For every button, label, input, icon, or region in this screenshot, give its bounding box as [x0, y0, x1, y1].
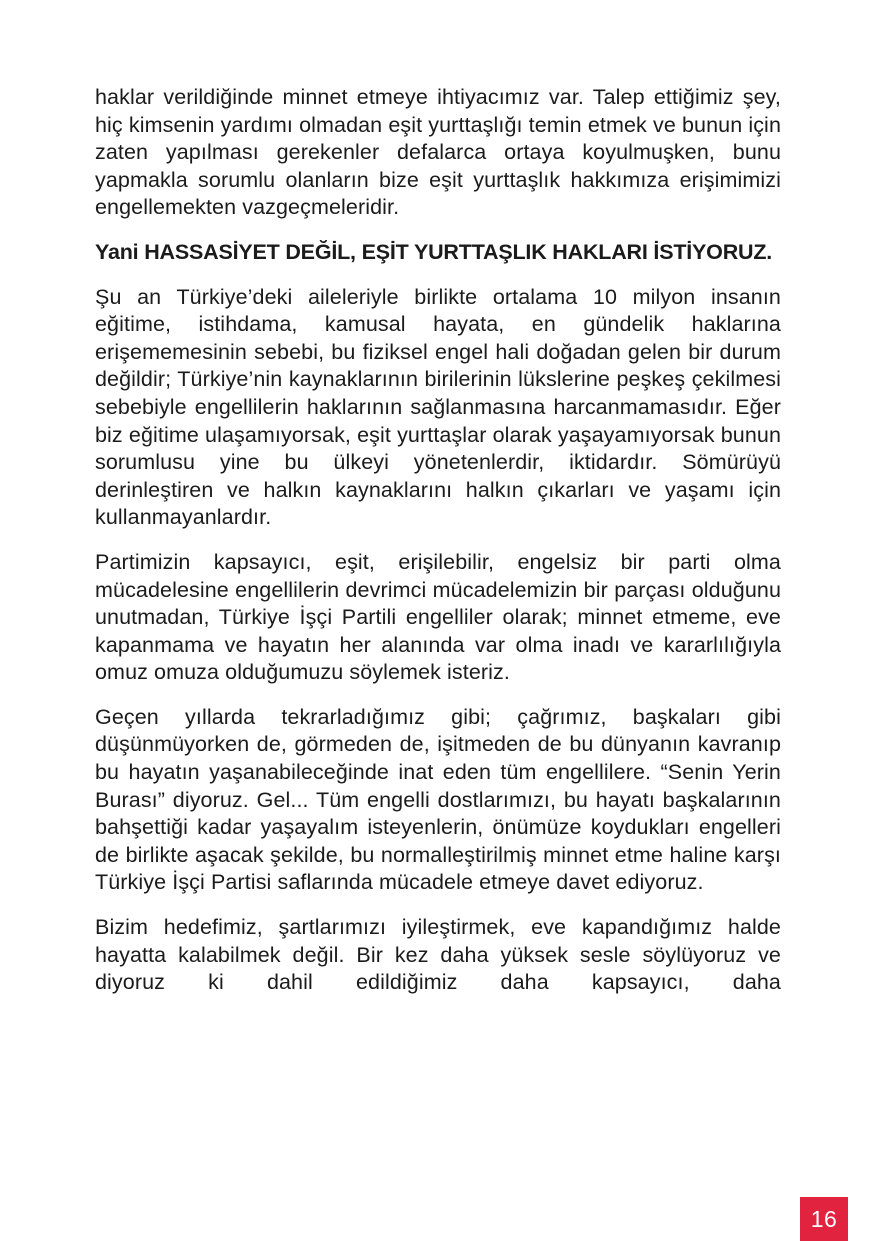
paragraph-turkiye-engelliler: Şu an Türkiye’deki aileleriyle birlikte ortalama 10 milyon insanın eğitime, istihdama, kamusal hayata, en gündelik haklarına erişememesinin sebebi, bu fiziksel engel hali doğadan gelen bir durum değildir; Türkiye’nin kaynaklarının birilerinin lükslerine peşkeş çekilmesi sebebiyle engellilerin haklarının sağlanmasına harcanmamasıdır. Eğer biz eğitime ulaşamıyorsak, eşit yurttaşlar olarak yaşayamıyorsak bunun sorumlusu yine bu ülkeyi yönetenlerdir, iktidardır. Sömürüyü derinleştiren ve halkın kaynaklarını halkın çıkarları ve yaşamı için kullanmayanlardır. — [95, 284, 781, 530]
paragraph-hedefimiz: Bizim hedefimiz, şartlarımızı iyileştirmek, eve kapandığımız halde hayatta kalabilmek değil. Bir kez daha yüksek sesle söylüyoruz ve diyoruz ki dahil edildiğimiz daha kapsayıcı, daha — [95, 915, 781, 995]
paragraph-cagrimiz: Geçen yıllarda tekrarladığımız gibi; çağrımız, başkaları gibi düşünmüyorken de, görmeden de, işitmeden de bu dünyanın kavranıp bu hayatın yaşanabileceğinde inat eden tüm engellilere. “Senin Yerin Burası” diyoruz. Gel... Tüm engelli dostlarımızı, bu hayatı başkalarının bahşettiği kadar yaşayalım isteyenlerin, önümüze koydukları engelleri de birlikte aşacak şekilde, bu normalleştirilmiş minnet etme haline karşı Türkiye İşçi Partisi saflarında mücadele etmeye davet ediyoruz. — [95, 704, 781, 895]
page-body — [95, 84, 781, 1014]
page-number-badge — [800, 1197, 848, 1241]
bold-headline: Yani HASSASİYET DEĞİL, EŞİT YURTTAŞLIK HAKLARI İSTİYORUZ. — [95, 239, 773, 264]
paragraph-partimizin: Partimizin kapsayıcı, eşit, erişilebilir, engelsiz bir parti olma mücadelesine engellilerin devrimci mücadelemizin bir parçası olduğunu unutmadan, Türkiye İşçi Partili engelliler olarak; minnet etmeme, eve kapanmama ve hayatın her alanında var olma inadı ve kararlılığıyla omuz omuza olduğumuzu söylemek isteriz. — [95, 549, 781, 685]
page-number: 16 — [810, 1206, 838, 1232]
paragraph-minnet: haklar verildiğinde minnet etmeye ihtiyacımız var. Talep ettiğimiz şey, hiç kimsenin yardımı olmadan eşit yurttaşlığı temin etmek ve bunun için zaten yapılması gerekenler defalarca ortaya koyulmuşken, bunu yapmakla sorumlu olanların bize eşit yurttaşlık hakkımıza erişimimizi engellemekten vazgeçmeleridir. — [95, 85, 781, 220]
